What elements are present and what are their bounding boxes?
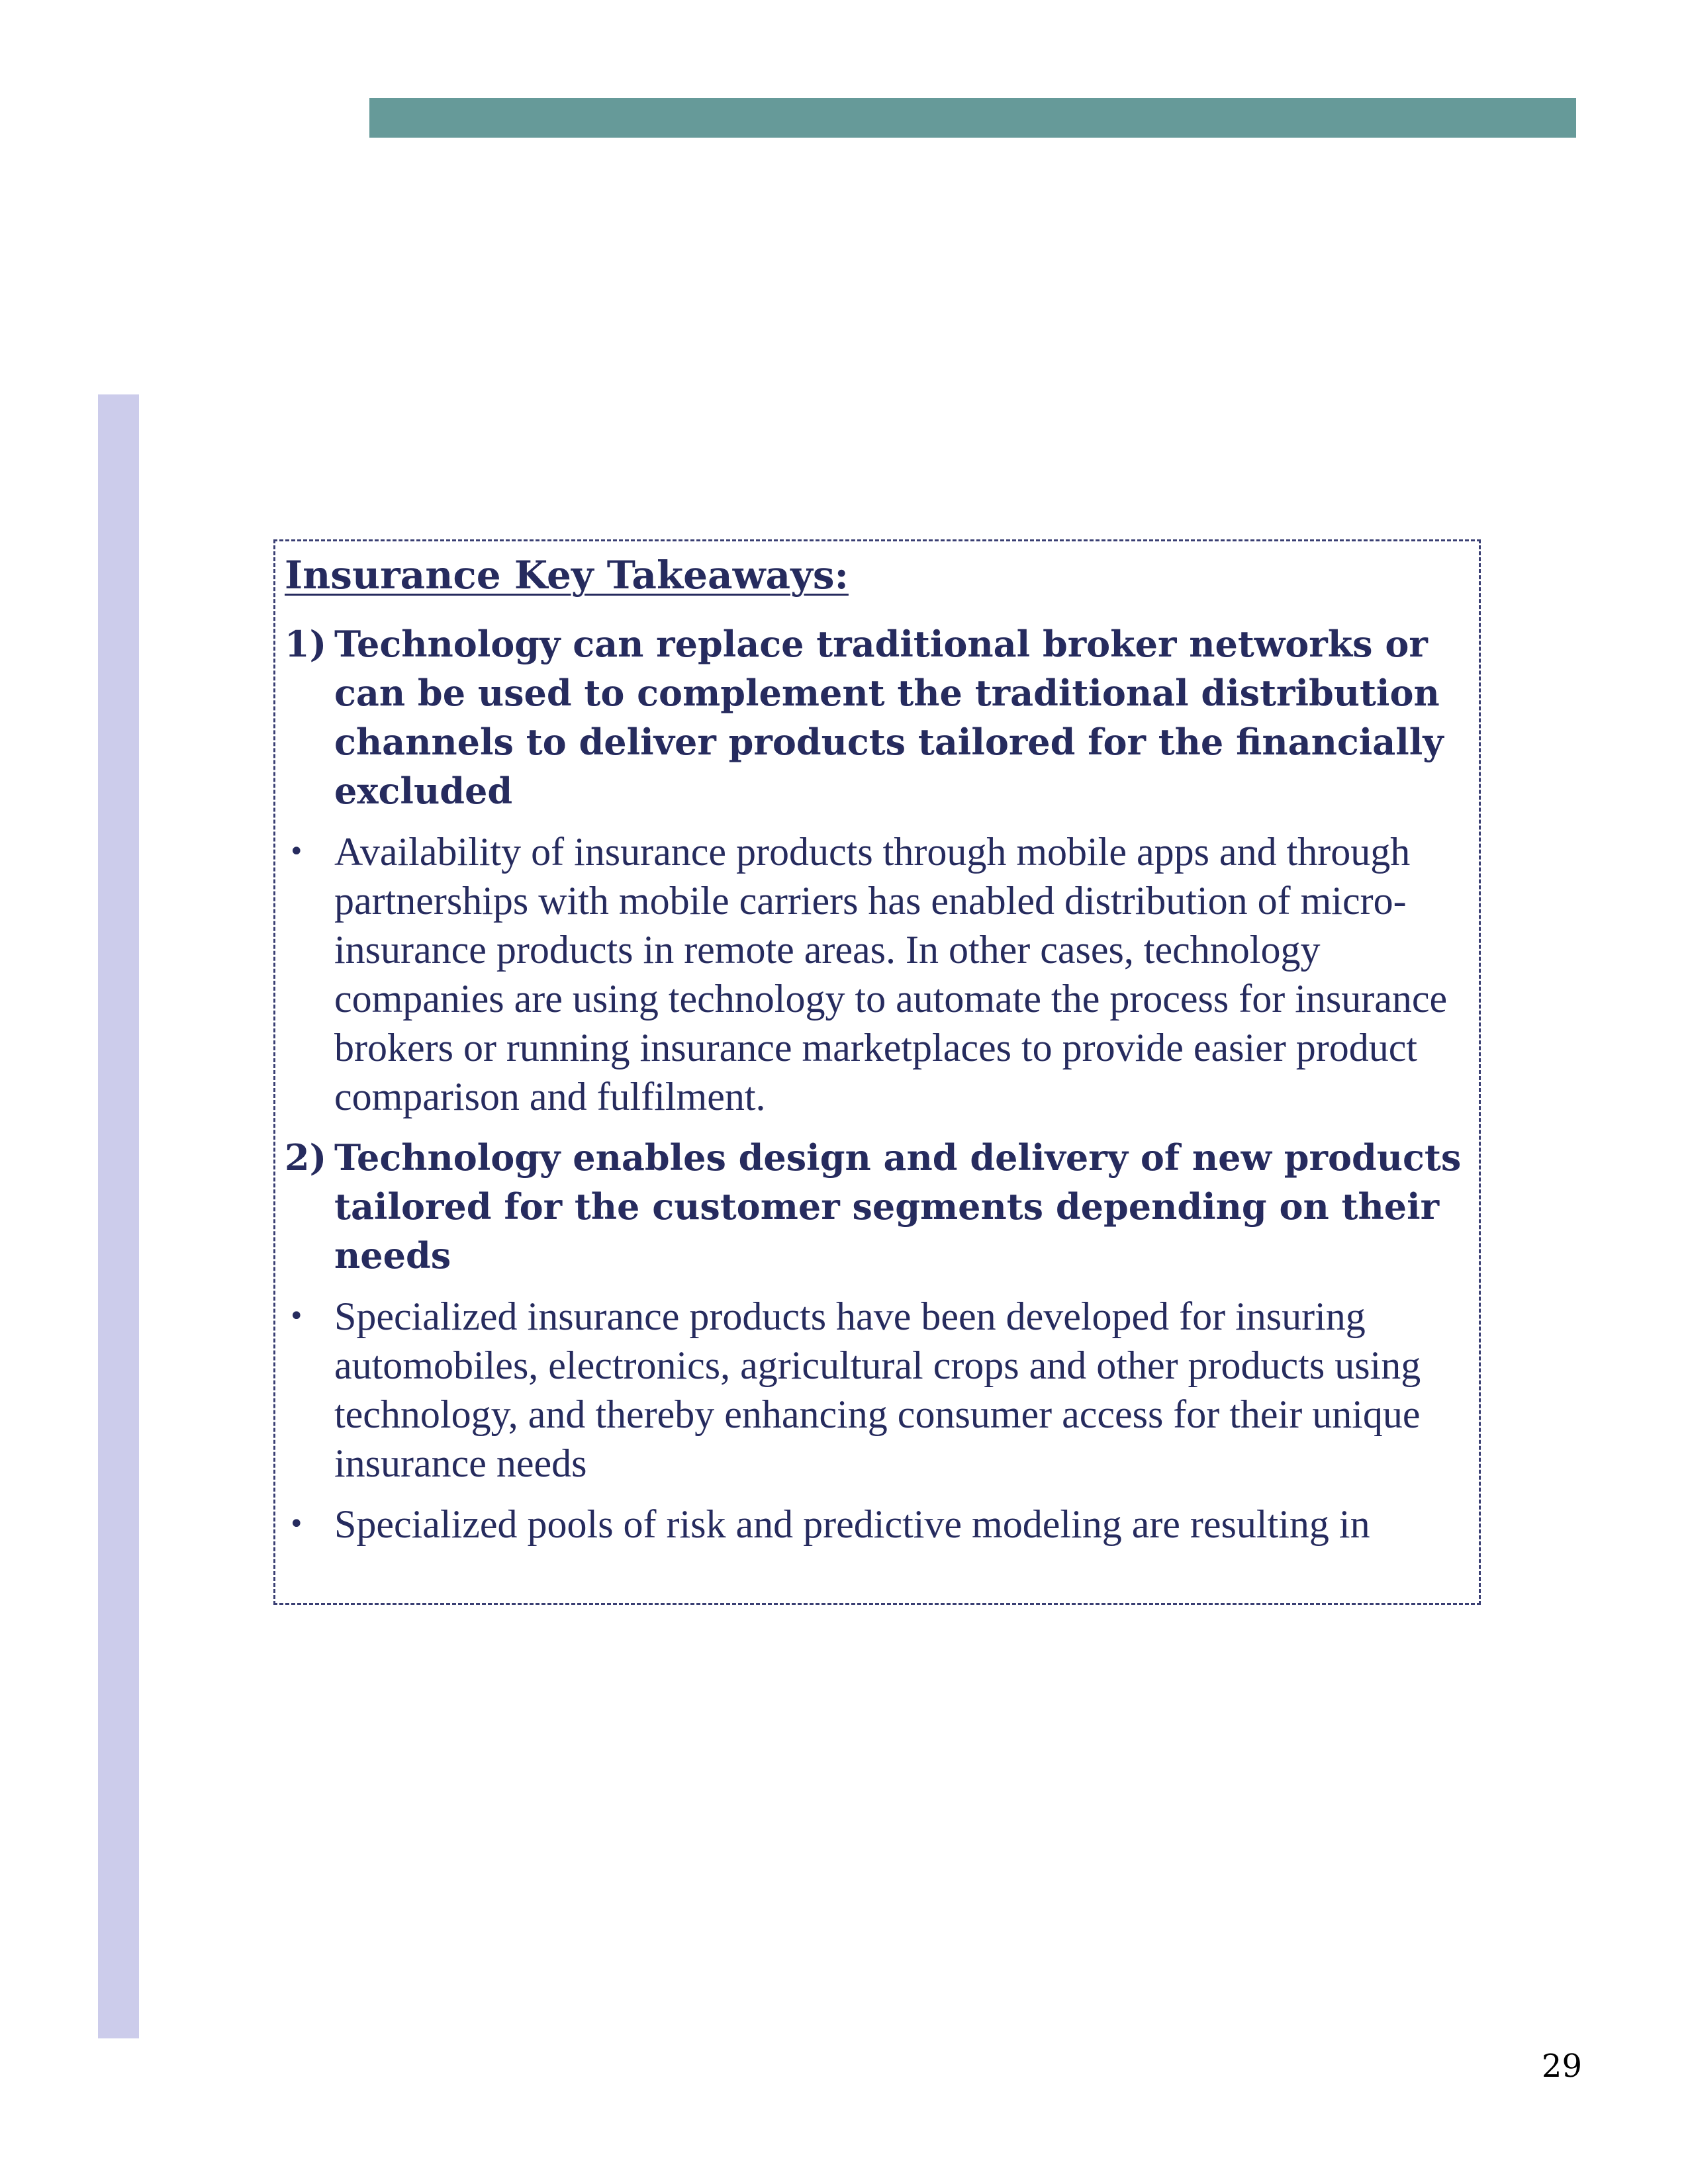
key-takeaways-box [273,539,1481,1605]
bullet-item [285,1500,1479,1549]
sidebar-accent-bar [98,394,139,2038]
box-title: Insurance Key Takeaways: [285,553,849,598]
bullet-text: Specialized pools of risk and predictive modeling are resulting in [334,1502,1370,1546]
bullet-icon: • [289,1509,305,1539]
takeaway-number: 1) [285,623,327,665]
takeaway-number: 2) [285,1136,327,1179]
takeaway-heading: Technology can replace traditional broker networks or can be used to complement the traditional distribution channels to deliver products tailored for the financially excluded [334,623,1444,812]
bullet-icon: • [289,837,305,867]
takeaway-1 [285,619,1479,815]
bullet-icon: • [289,1301,305,1332]
takeaway-heading: Technology enables design and delivery of new products tailored for the customer segments depending on their needs [334,1136,1462,1277]
header-accent-bar [369,98,1576,138]
bullet-item [285,1292,1479,1488]
bullet-text: Specialized insurance products have been developed for insuring automobiles, electronics, agricultural crops and other products using technology, and thereby enhancing consumer access for their unique insurance needs [334,1295,1421,1485]
takeaway-2 [285,1133,1479,1280]
bullet-text: Availability of insurance products through mobile apps and through partnerships with mobile carriers has enabled distribution of micro-insurance products in remote areas. In other cases, technology companies are using technology to automate the process for insurance brokers or running insurance marketplaces to provide easier product comparison and fulfilment. [334,830,1448,1118]
page-number: 29 [1541,2048,1582,2085]
bullet-item [285,827,1479,1121]
